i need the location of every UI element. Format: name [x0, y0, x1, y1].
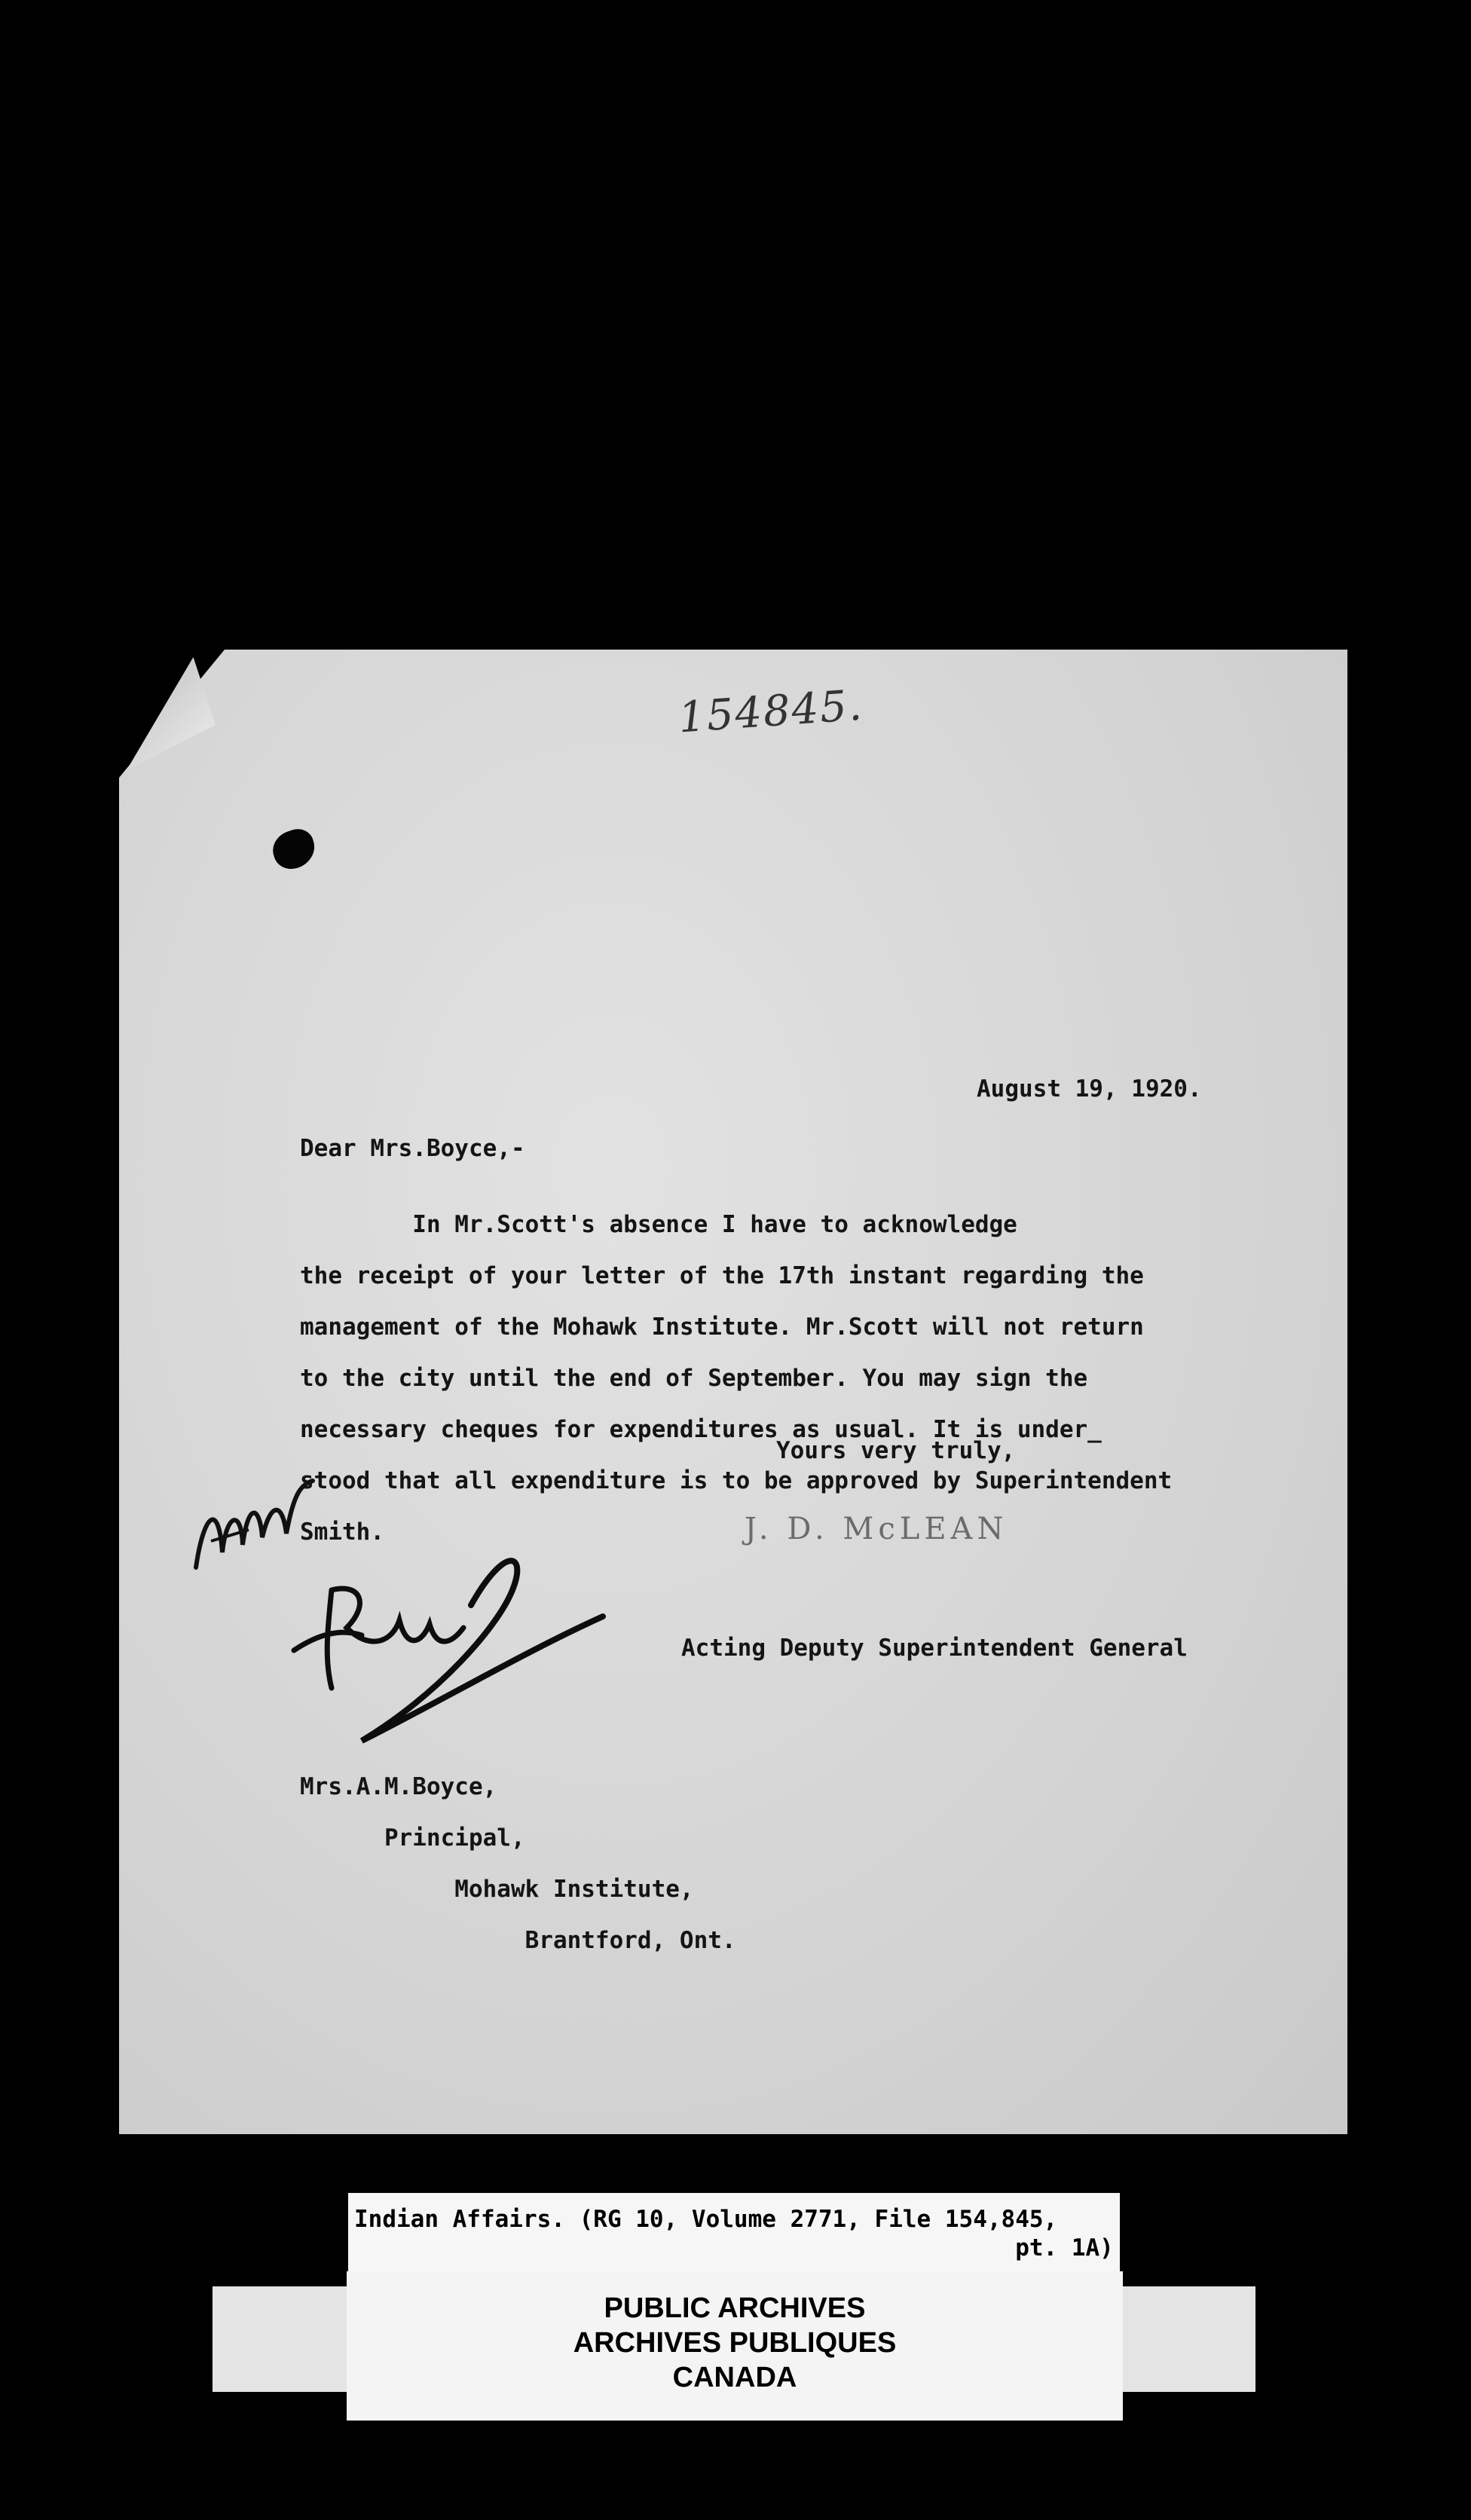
archive-country: CANADA [672, 2362, 797, 2393]
archive-label [347, 2271, 1123, 2421]
handwritten-file-number: 154845. [677, 680, 865, 743]
archive-name-fr: ARCHIVES PUBLIQUES [573, 2327, 897, 2359]
body-line: Smith. [300, 1518, 384, 1546]
body-line: necessary cheques for expenditures as usual. It is under_ [300, 1416, 1102, 1443]
recipient-address [300, 1748, 736, 1979]
archive-reference [354, 2205, 1114, 2262]
signatory-title: Acting Deputy Superintendent General [681, 1635, 1188, 1662]
salutation: Dear Mrs.Boyce,- [300, 1135, 525, 1162]
archive-name-en: PUBLIC ARCHIVES [604, 2292, 866, 2324]
address-line: Mrs.A.M.Boyce, [300, 1773, 497, 1800]
body-line: to the city until the end of September. You may sign the [300, 1365, 1088, 1392]
letter-body [300, 1186, 1172, 1570]
archive-reference-label [348, 2193, 1120, 2282]
body-line: the receipt of your letter of the 17th instant regarding the [300, 1262, 1144, 1289]
address-line: Principal, [300, 1824, 525, 1852]
reference-line: pt. 1A) [354, 2234, 1114, 2262]
reference-line: Indian Affairs. (RG 10, Volume 2771, File 154,845, [354, 2206, 1058, 2233]
signature-stamp: J. D. McLEAN [745, 1512, 1008, 1546]
closing: Yours very truly, [776, 1437, 1016, 1464]
address-line: Mohawk Institute, [300, 1876, 694, 1903]
handwritten-signature-mark [286, 1537, 610, 1763]
body-line: management of the Mohawk Institute. Mr.Scott will not return [300, 1314, 1144, 1341]
body-line: In Mr.Scott's absence I have to acknowledge [300, 1211, 1017, 1238]
letter-date: August 19, 1920. [977, 1075, 1202, 1102]
address-line: Brantford, Ont. [300, 1927, 736, 1954]
body-line: stood that all expenditure is to be approved by Superintendent [300, 1467, 1173, 1494]
